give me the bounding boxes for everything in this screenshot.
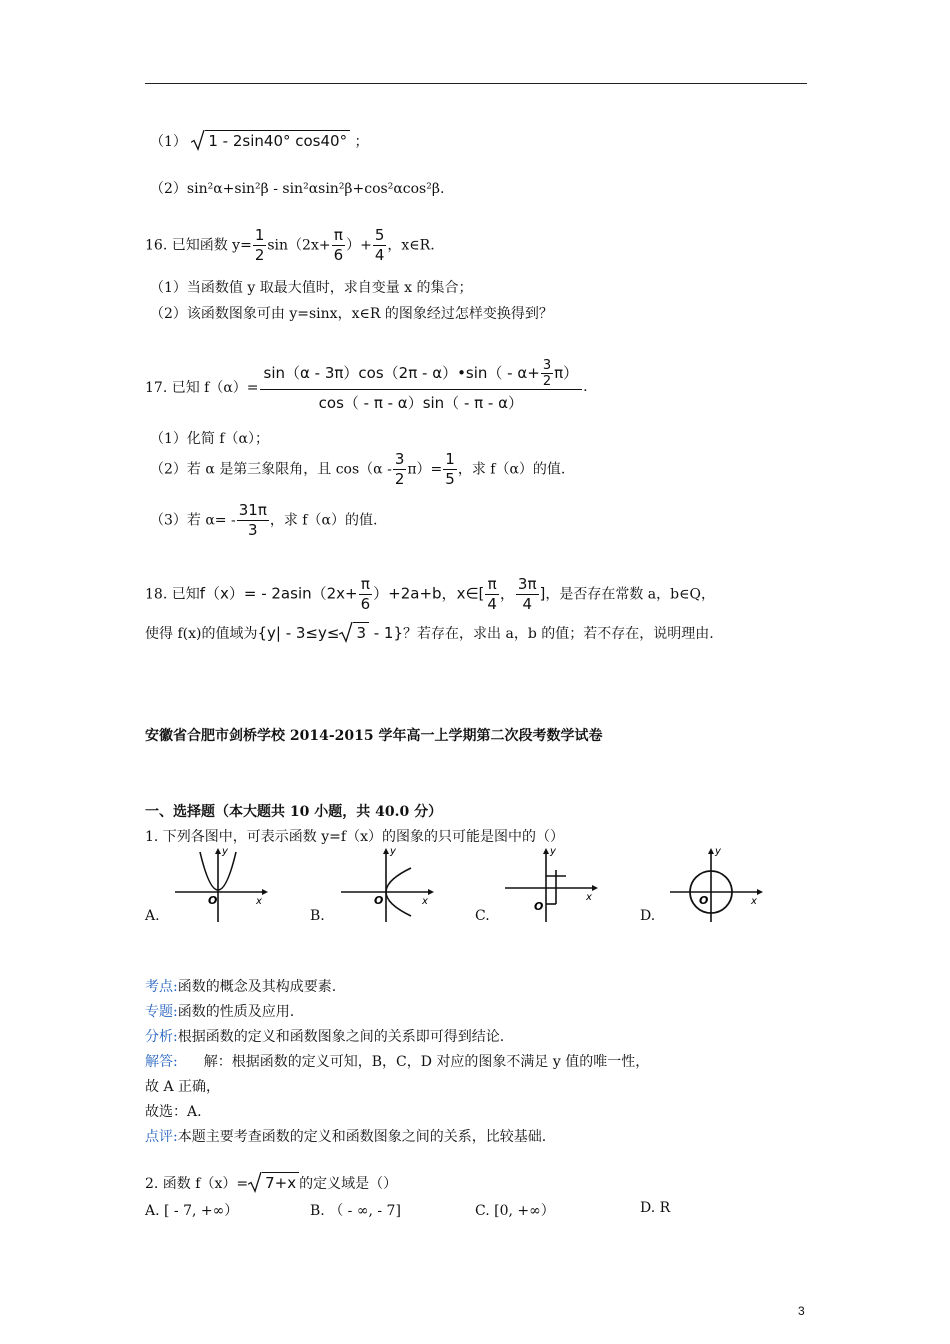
svg-text:y: y <box>390 846 396 857</box>
q18-line2: 使得 f(x)的值域为{y| - 3≤y≤ 3 - 1}？若存在，求出 a，b 的值；若不存在，说明理由. <box>145 624 714 642</box>
fraction: $\frac{5}{4}$ <box>374 226 385 264</box>
svg-text:x: x <box>751 896 757 907</box>
sqrt-sign-icon <box>339 622 353 643</box>
svg-text:x: x <box>422 896 428 907</box>
q1-dianping: 点评:本题主要考查函数的定义和函数图象之间的关系，比较基础. <box>145 1129 547 1145</box>
q1-jieda: 解答: 解：根据函数的定义可知，B，C，D 对应的图象不满足 y 值的唯一性， <box>145 1054 650 1070</box>
q17-part3: （3）若 α= - $\frac{31\pi}{3}$ ，求 f（α）的值. <box>150 501 378 539</box>
fraction: $\frac{1}{2}$ <box>254 226 265 264</box>
q15-part2: （2）sin²α+sin²β - sin²αsin²β+cos²αcos²β. <box>150 181 445 197</box>
svg-text:x: x <box>256 896 262 907</box>
svg-text:y: y <box>550 846 556 857</box>
graph-a <box>170 846 270 924</box>
q18-sqrt: 3 <box>339 622 369 643</box>
q16-part2: （2）该函数图象可由 y=sinx，x∈R 的图象经过怎样变换得到？ <box>150 306 553 322</box>
svg-text:x: x <box>586 892 592 903</box>
svg-text:O: O <box>208 894 218 907</box>
sqrt-sign-icon <box>248 1172 262 1193</box>
q1-kaodian: 考点:函数的概念及其构成要素. <box>145 979 337 995</box>
q15-sqrt: 1 - 2sin40° cos40° <box>191 130 350 151</box>
q15-part1: （1） 1 - 2sin40° cos40° ； <box>150 132 369 150</box>
q2-option-a: A. [ - 7, +∞） <box>145 1203 239 1219</box>
exam-title: 安徽省合肥市剑桥学校 2014-2015 学年高一上学期第二次段考数学试卷 <box>145 728 603 744</box>
q17-part2: （2）若 α 是第三象限角，且 cos（α - $\frac{3}{2}$ π）= $\frac{1}{5}$ ，求 f（α）的值. <box>150 450 566 488</box>
q17-stem: 17. 已知 f（α）= sin（α - 3π）cos（2π - α）•sin（ - α+ $\frac{3}{2}$ π） cos（ - π - α）sin（ - π - α） . <box>145 358 588 416</box>
q2-sqrt: 7+x <box>248 1172 299 1193</box>
graph-c <box>500 846 600 924</box>
section-heading: 一、选择题（本大题共 10 小题，共 40.0 分） <box>145 804 443 820</box>
svg-text:O: O <box>699 894 709 907</box>
q17-main-fraction: sin（α - 3π）cos（2π - α）•sin（ - α+ $\frac{3}{2}$ π） cos（ - π - α）sin（ - π - α） <box>260 358 583 416</box>
svg-text:O: O <box>534 900 544 913</box>
q16-stem: 16. 已知函数 y= $\frac{1}{2}$ sin（2x+ $\frac{\pi}{6}$ ）+ $\frac{5}{4}$ ，x∈R. <box>145 226 435 264</box>
sqrt-sign-icon <box>191 130 205 151</box>
q1-zhuanti: 专题:函数的性质及应用. <box>145 1004 295 1020</box>
q2-option-b: B. （ - ∞, - 7] <box>310 1203 401 1219</box>
q1-option-a: A. <box>145 908 160 924</box>
q16-part1: （1）当函数值 y 取最大值时，求自变量 x 的集合； <box>150 280 473 296</box>
svg-text:y: y <box>222 846 228 857</box>
graph-d <box>665 846 765 924</box>
q1-line2: 故 A 正确， <box>145 1079 221 1095</box>
q1-stem: 1. 下列各图中，可表示函数 y=f（x）的图象的只可能是图中的（） <box>145 829 564 845</box>
svg-text:y: y <box>715 846 721 857</box>
svg-text:O: O <box>374 894 384 907</box>
fraction: $\frac{\pi}{6}$ <box>333 226 344 264</box>
q18-line1: 18. 已知f（x）= - 2asin（2x+ $\frac{\pi}{6}$ ）+2a+b，x∈[ $\frac{\pi}{4}$ ， $\frac{3\pi}{4}$ ]，是否存在常数 a，b∈Q， <box>145 575 715 613</box>
q1-fenxi: 分析:根据函数的定义和函数图象之间的关系即可得到结论. <box>145 1029 505 1045</box>
q1-option-d: D. <box>640 908 656 924</box>
q2-option-c: C. [0, +∞） <box>475 1203 555 1219</box>
page-number: 3 <box>798 1304 805 1318</box>
q17-part1: （1）化简 f（α）； <box>150 431 269 447</box>
q1-line3: 故选：A. <box>145 1104 202 1120</box>
header-rule <box>145 83 807 84</box>
q2-option-d: D. R <box>640 1200 671 1216</box>
graph-b <box>336 846 436 924</box>
q1-option-b: B. <box>310 908 325 924</box>
q2-stem: 2. 函数 f（x）= 7+x 的定义域是（） <box>145 1174 398 1192</box>
q1-option-c: C. <box>475 908 490 924</box>
